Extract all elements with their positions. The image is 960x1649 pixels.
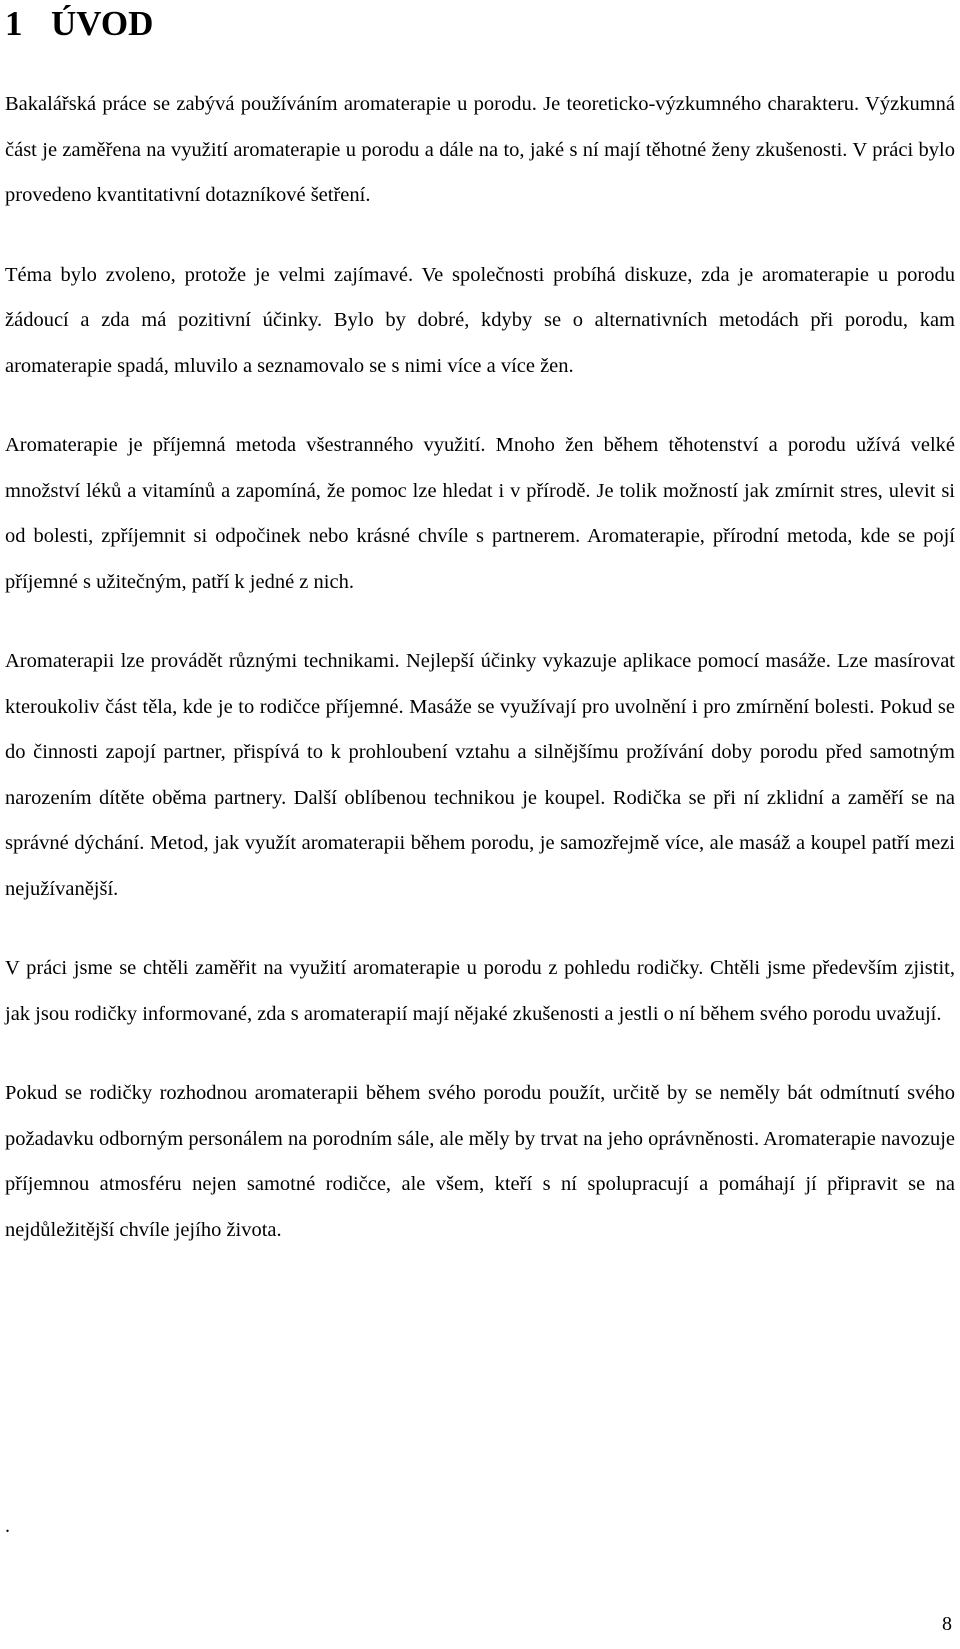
paragraph-intro: Bakalářská práce se zabývá používáním aromaterapie u porodu. Je teoreticko-výzkumného charakteru. Výzkumná část je zaměřena na využití aromaterapie u porodu a dále na to, jaké s ní mají těhotné ženy zkušenosti. V práci bylo provedeno kvantitativní dotazníkové šetření. — [5, 93, 955, 206]
paragraph-research-aim: V práci jsme se chtěli zaměřit na využití aromaterapie u porodu z pohledu rodičky. Chtěli jsme především zjistit, jak jsou rodičky informované, zda s aromaterapií mají nějaké zkušenosti a jestli o ní během svého porodu uvažují. — [5, 957, 955, 1025]
body-text — [5, 82, 955, 1287]
chapter-title: ÚVOD — [51, 4, 154, 43]
paragraph-topic-choice: Téma bylo zvoleno, protože je velmi zajímavé. Ve společnosti probíhá diskuze, zda je aromaterapie u porodu žádoucí a zda má pozitivní účinky. Bylo by dobré, kdyby se o alternativních metodách při porodu, kam aromaterapie spadá, mluvilo a seznamovalo se s nimi více a více žen. — [5, 263, 955, 377]
chapter-number: 1 — [5, 4, 23, 43]
chapter-heading — [5, 0, 153, 48]
paragraph-aromatherapy-benefits: Aromaterapie je příjemná metoda všestranného využití. Mnoho žen během těhotenství a porodu užívá velké množství léků a vitamínů a zapomíná, že pomoc lze hledat i v přírodě. Je tolik možností jak zmírnit stres, ulevit si od bolesti, zpříjemnit si odpočinek nebo krásné chvíle s partnerem. Aromaterapie, přírodní metoda, kde se pojí příjemné s užitečným, patří k jedné z nich. — [5, 434, 955, 593]
page-number: 8 — [942, 1613, 952, 1635]
paragraph-recommendation: Pokud se rodičky rozhodnou aromaterapii během svého porodu použít, určitě by se neměly bát odmítnutí svého požadavku odborným personálem na porodním sále, ale měly by trvat na jeho oprávněnosti. Aromaterapie navozuje příjemnou atmosféru nejen samotné rodičce, ale všem, kteří s ní spolupracují a pomáhají jí připravit se na nejdůležitější chvíle jejího života. — [5, 1082, 955, 1241]
trailing-mark: . — [5, 1515, 10, 1537]
paragraph-techniques: Aromaterapii lze provádět různými technikami. Nejlepší účinky vykazuje aplikace pomocí masáže. Lze masírovat kteroukoliv část těla, kde je to rodičce příjemné. Masáže se využívají pro uvolnění i pro zmírnění bolesti. Pokud se do činnosti zapojí partner, přispívá to k prohloubení vztahu a silnějšímu prožívání doby porodu před samotným narozením dítěte oběma partnery. Další oblíbenou technikou je koupel. Rodička se při ní zklidní a zaměří se na správné dýchání. Metod, jak využít aromaterapii během porodu, je samozřejmě více, ale masáž a koupel patří mezi nejužívanější. — [5, 650, 955, 900]
